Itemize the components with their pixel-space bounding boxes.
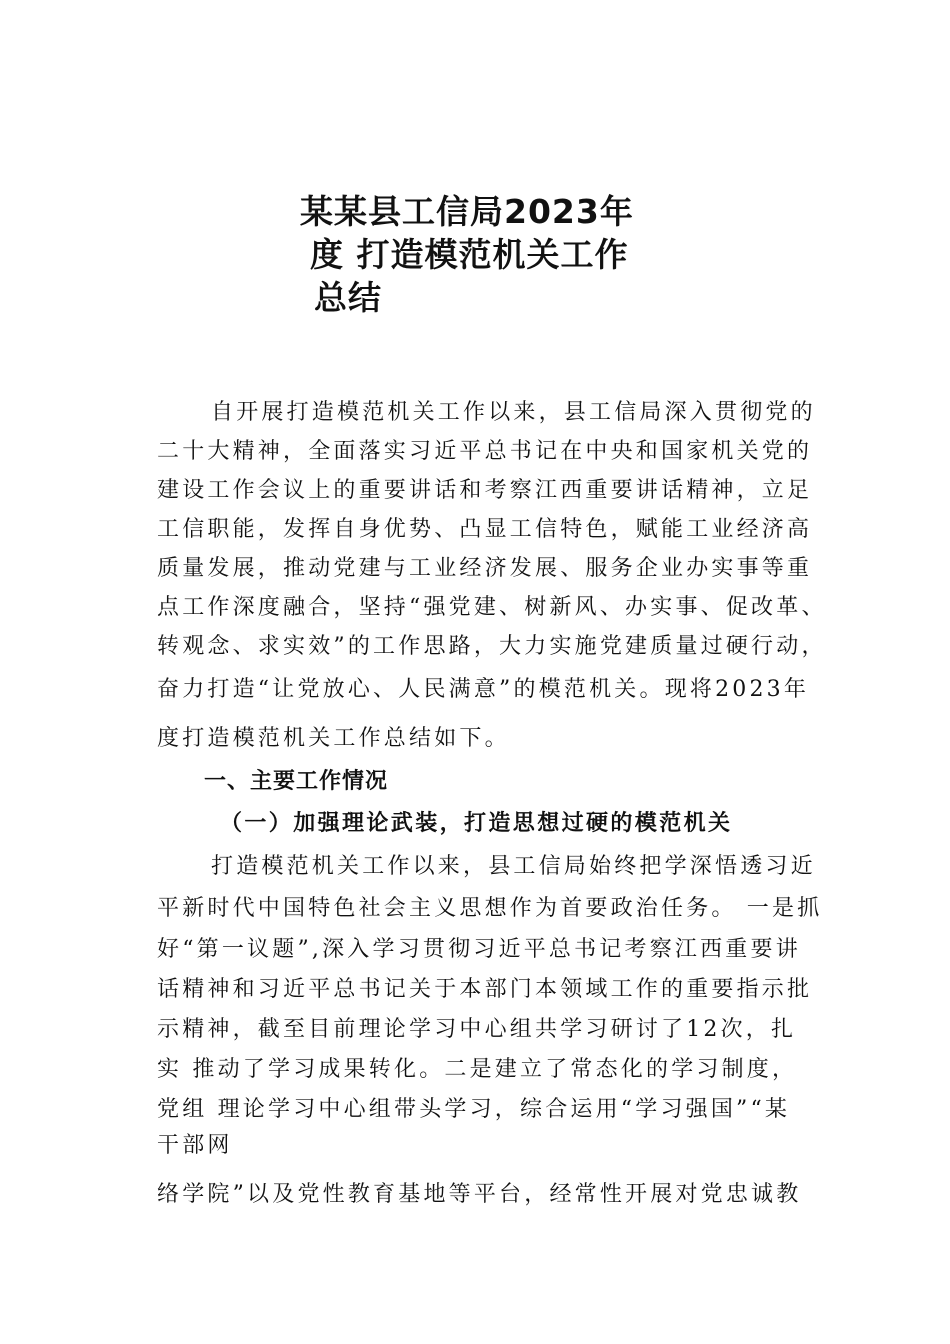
- body-line-3: 好“第一议题”,深入学习贯彻习近平总书记考察江西重要讲: [157, 937, 801, 962]
- title-line-2: 度 打造模范机关工作: [310, 235, 629, 274]
- body-line-6: 实 推动了学习成果转化。二是建立了常态化的学习制度，: [157, 1057, 798, 1082]
- intro-line-1: 自开展打造模范机关工作以来，县工信局深入贯彻党的: [211, 400, 816, 425]
- body-line-4: 话精神和习近平总书记关于本部门本领域工作的重要指示批: [157, 977, 813, 1002]
- title-line-3: 总结: [314, 278, 382, 317]
- body-line-1: 打造模范机关工作以来，县工信局始终把学深悟透习近: [211, 854, 816, 879]
- intro-line-6: 点工作深度融合，坚持“强党建、树新风、办实事、促改革、: [157, 595, 827, 620]
- subsection-heading: （一）加强理论武装，打造思想过硬的模范机关: [220, 810, 733, 836]
- document-title: [300, 190, 660, 319]
- intro-line-3: 建设工作会议上的重要讲话和考察江西重要讲话精神，立足: [157, 478, 813, 503]
- intro-line-2: 二十大精神，全面落实习近平总书记在中央和国家机关党的: [157, 439, 813, 464]
- intro-line-4: 工信职能，发挥自身优势、凸显工信特色，赋能工业经济高: [157, 517, 813, 542]
- body-line-5: 示精神，截至目前理论学习中心组共学习研讨了12次，扎: [157, 1017, 797, 1042]
- intro-line-7: 转观念、求实效”的工作思路，大力实施党建质量过硬行动，: [157, 634, 827, 659]
- intro-line-5: 质量发展，推动党建与工业经济发展、服务企业办实事等重: [157, 556, 813, 581]
- section-heading: 一、主要工作情况: [204, 769, 389, 794]
- body-line-7: 党组 理论学习中心组带头学习，综合运用“学习强国”“某: [157, 1097, 791, 1122]
- body-line-8: 干部网: [157, 1133, 233, 1158]
- body-line-2: 平新时代中国特色社会主义思想作为首要政治任务。 一是抓: [157, 896, 823, 921]
- intro-line-8: 奋力打造“让党放心、人民满意”的模范机关。现将2023年: [157, 677, 810, 702]
- body-line-9: 络学院”以及党性教育基地等平台，经常性开展对党忠诚教: [157, 1182, 802, 1207]
- title-line-1: 某某县工信局2023年: [300, 192, 634, 231]
- intro-line-9: 度打造模范机关工作总结如下。: [157, 726, 510, 751]
